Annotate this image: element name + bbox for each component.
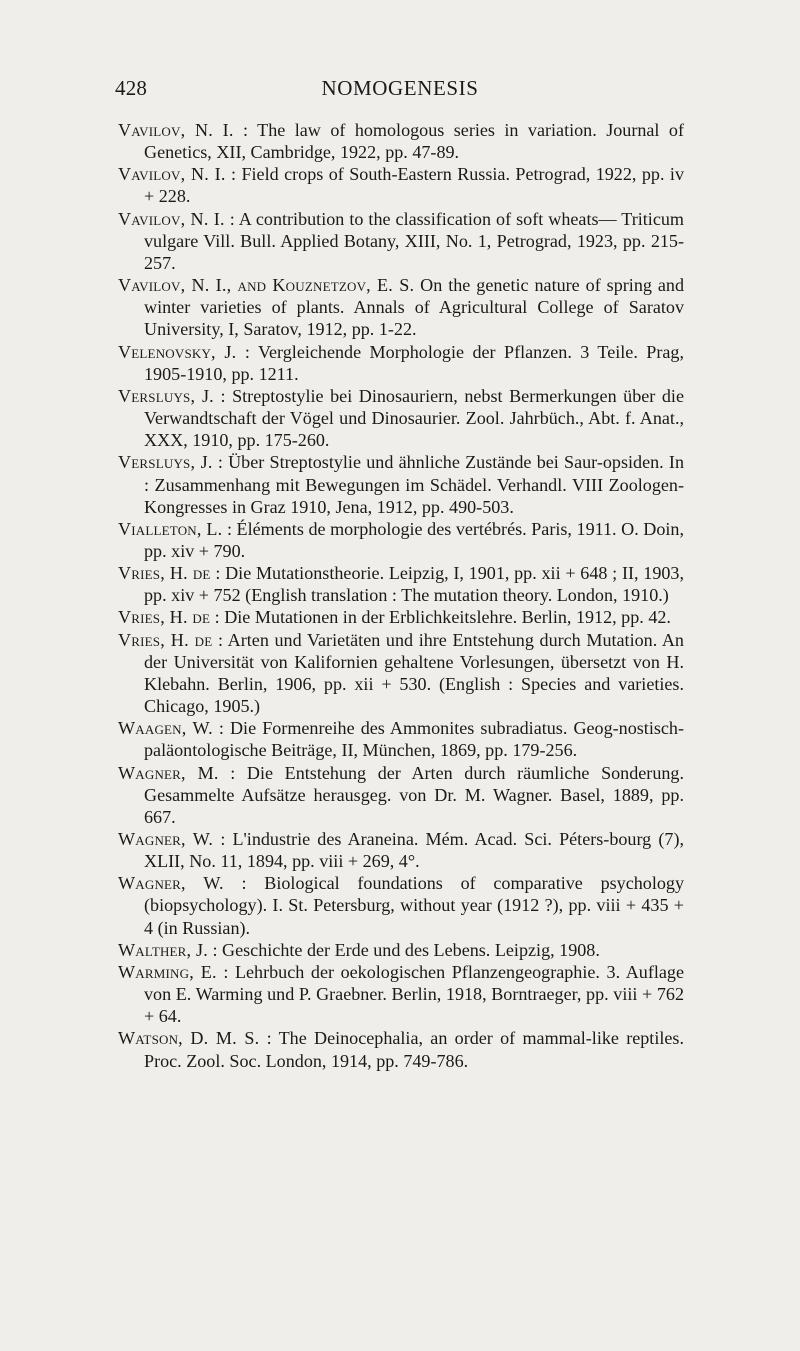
bibliography-entry <box>118 274 684 340</box>
bibliography-entry <box>118 961 684 1027</box>
entry-author: Vries, H. de <box>118 629 213 650</box>
entry-author: Warming, E. <box>118 961 217 982</box>
bibliography-entry <box>118 1027 684 1071</box>
bibliography-entry <box>118 606 684 628</box>
page-header <box>115 76 685 110</box>
entry-citation: : Vergleichende Morphologie der Pflanzen. 3 Teile. Prag, 1905-1910, pp. 1211. <box>144 341 684 384</box>
entry-author: Wagner, W. <box>118 829 214 849</box>
entry-author: Vavilov, N. I. <box>118 164 226 185</box>
entry-citation: : The Deinocephalia, an order of mammal-like reptiles. Proc. Zool. Soc. London, 1914, pp. 749-786. <box>144 1028 684 1071</box>
entry-author: Walther, J. <box>118 939 208 960</box>
bibliography-entry <box>118 451 684 517</box>
bibliography-entry <box>118 518 684 562</box>
entry-citation: : Über Streptostylie und ähnliche Zustände bei Saur-opsiden. In : Zusammenhang mit Bewegungen im Schädel. Verhandl. VIII Zoologen-Kongresses in Graz 1910, Jena, 1912, pp. 490-503. <box>144 452 684 517</box>
entry-citation: : Arten und Varietäten und ihre Entstehung durch Mutation. An der Universität von Kalifornien gehaltene Vorlesungen, übersetzt von H. Klebahn. Berlin, 1906, pp. xii + 530. (English : Species and varieties. Chicago, 1905.) <box>144 629 684 717</box>
entry-author: Versluys, J. <box>118 385 214 406</box>
bibliography-entry <box>118 762 684 828</box>
entry-author: Vialleton, L. <box>118 518 223 539</box>
running-title: NOMOGENESIS <box>321 76 479 100</box>
entry-citation: : Biological foundations of comparative psychology (biopsychology). I. St. Petersburg, without year (1912 ?), pp. viii + 435 + 4 (in Russian). <box>144 873 684 938</box>
entry-author: Wagner, M. <box>118 762 219 783</box>
entry-citation: : Die Mutationstheorie. Leipzig, I, 1901, pp. xii + 648 ; II, 1903, pp. xiv + 752 (English translation : The mutation theory. London, 1910.) <box>144 563 684 606</box>
entry-citation: On the genetic nature of spring and winter varieties of plants. Annals of Agricultural College of Saratov University, I, Saratov, 1912, pp. 1-22. <box>144 275 685 340</box>
bibliography-entry <box>118 872 684 938</box>
entry-author: Vavilov, N. I. <box>118 120 234 140</box>
entry-citation: : Die Formenreihe des Ammonites subradiatus. Geog-nostisch-paläontologische Beiträge, II, München, 1869, pp. 179-256. <box>144 718 684 761</box>
entry-citation: : Lehrbuch der oekologischen Pflanzengeographie. 3. Auflage von E. Warming und P. Graebner. Berlin, 1918, Borntraeger, pp. viii + 762 + 64. <box>144 961 684 1027</box>
page-number: 428 <box>115 76 148 100</box>
entry-citation: : Die Entstehung der Arten durch räumliche Sonderung. Gesammelte Aufsätze herausgeg. von Dr. M. Wagner. Basel, 1889, pp. 667. <box>144 762 684 827</box>
entry-citation: : Die Mutationen in der Erblichkeitslehre. Berlin, 1912, pp. 42. <box>210 607 671 628</box>
bibliography-entry <box>118 629 684 718</box>
entry-author: Waagen, W. <box>118 718 213 739</box>
entry-citation: : A contribution to the classification of soft wheats— Triticum vulgare Vill. Bull. Applied Botany, XIII, No. 1, Petrograd, 1923, pp. 215-257. <box>144 208 684 273</box>
entry-citation: : Éléments de morphologie des vertébrés. Paris, 1911. O. Doin, pp. xiv + 790. <box>144 518 685 561</box>
bibliography-entry <box>118 119 684 163</box>
entry-author: Vavilov, N. I. <box>118 208 225 229</box>
entry-author: Watson, D. M. S. <box>118 1028 260 1049</box>
bibliography-list <box>118 119 684 1072</box>
entry-citation: : Geschichte der Erde und des Lebens. Leipzig, 1908. <box>207 939 600 960</box>
bibliography-entry <box>118 562 684 606</box>
bibliography-entry <box>118 341 684 385</box>
bibliography-entry <box>118 828 684 872</box>
entry-citation: : Field crops of South-Eastern Russia. Petrograd, 1922, pp. iv + 228. <box>144 164 684 207</box>
bibliography-entry <box>118 717 684 761</box>
entry-citation: : The law of homologous series in variation. Journal of Genetics, XII, Cambridge, 1922, pp. 47-89. <box>144 120 684 163</box>
entry-author: Velenovsky, J. <box>118 341 237 362</box>
entry-author: Vries, H. de <box>118 563 211 584</box>
entry-citation: : Streptostylie bei Dinosauriern, nebst Bermerkungen über die Verwandtschaft der Vögel und Dinosaurier. Zool. Jahrbüch., Abt. f. Anat., XXX, 1910, pp. 175-260. <box>144 385 684 451</box>
entry-author: Vavilov, N. I., and Kouznetzov, E. S. <box>118 275 415 296</box>
bibliography-entry <box>118 163 684 207</box>
bibliography-entry <box>118 208 684 274</box>
entry-citation: : L'industrie des Araneina. Mém. Acad. Sci. Péters-bourg (7), XLII, No. 11, 1894, pp. viii + 269, 4°. <box>144 829 684 872</box>
entry-author: Wagner, W. <box>118 873 224 894</box>
entry-author: Vries, H. de <box>118 607 211 628</box>
bibliography-entry <box>118 939 684 961</box>
entry-author: Versluys, J. <box>118 452 213 473</box>
bibliography-entry <box>118 385 684 451</box>
